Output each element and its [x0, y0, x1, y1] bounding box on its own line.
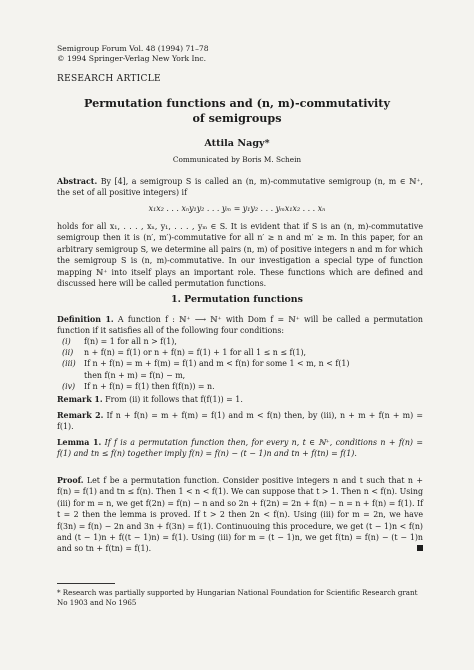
- condition-item: [62, 358, 422, 369]
- lemma-1: [57, 437, 423, 460]
- remark-text: From (ii) it follows that f(f(1)) = 1.: [105, 395, 243, 404]
- abstract-intro-text: By [4], a semigroup S is called an (n, m)-commutative semigroup (n, m ∈ ℕ⁺, the set of all positive integers) if: [57, 177, 423, 198]
- title-line-2: of semigroups: [192, 111, 282, 125]
- footnote-rule: [57, 583, 115, 584]
- remark-label: Remark 2.: [57, 411, 104, 420]
- journal-copyright: © 1994 Springer-Verlag New York Inc.: [57, 54, 207, 63]
- condition-text: n + f(n) = f(1) or n + f(n) = f(1) + 1 for all 1 ≤ n ≤ f(1),: [84, 348, 307, 358]
- condition-text: If n + f(n) = f(1) then f(f(n)) = n.: [84, 381, 215, 391]
- author-name: Attila Nagy*: [204, 138, 270, 149]
- lemma-text: If f is a permutation function then, for every n, t ∈ ℕ⁺, conditions n + f(n) = f(1) and tn ≤ f(n) together imply f(n) = f(n) − (t − 1)n and tn + f(tn) = f(1).: [57, 438, 423, 459]
- remark-text: If n + f(n) = m + f(m) = f(1) and m < f(n) then, by (iii), n + m + f(n + m) = f(1).: [57, 411, 424, 432]
- condition-label: (iv): [62, 381, 76, 391]
- condition-item: [62, 381, 422, 392]
- abstract-body: holds for all x₁, . . . , xₙ, y₁, . . . , yₘ ∈ S. It is evident that if S is an (n, m)-commutative semigroup then it is (n′, m′)-commutative for all n′ ≥ n and m′ ≥ m. In this paper, for an arbitrary semigroup S, we determine all pairs (n, m) of positive integers n and m for which the semigroup S is (n, m)-commutative. In our investigation a special type of function mapping ℕ⁺ into itself plays an important role. These functions which are defined and discussed here will be called permutation functions.: [57, 222, 423, 289]
- proof-label: Proof.: [57, 476, 84, 485]
- proof: [57, 475, 423, 555]
- definition-1: [57, 314, 423, 337]
- paper-title: [0, 96, 474, 126]
- communicated-by: Communicated by Boris M. Schein: [172, 155, 302, 164]
- condition-label: (iii): [62, 359, 76, 369]
- section-heading: 1. Permutation functions: [171, 294, 303, 305]
- condition-item: [62, 370, 422, 381]
- remark-1: [57, 394, 423, 405]
- condition-text: then f(n + m) = f(n) − m,: [84, 370, 186, 380]
- condition-text: If n + f(n) = m + f(m) = f(1) and m < f(n) for some 1 < m, n < f(1): [84, 359, 350, 369]
- definition-label: Definition 1.: [57, 315, 114, 324]
- remark-2: [57, 410, 423, 433]
- condition-item: [62, 336, 422, 347]
- abstract-formula: x₁x₂ . . . xₙy₁y₂ . . . yₘ = y₁y₂ . . . yₘx₁x₂ . . . xₙ: [148, 204, 326, 213]
- condition-item: [62, 347, 422, 358]
- remark-label: Remark 1.: [57, 395, 103, 404]
- title-line-1: Permutation functions and (n, m)-commutativity: [84, 96, 390, 110]
- journal-citation: Semigroup Forum Vol. 48 (1994) 71–78: [57, 44, 209, 53]
- journal-header: [57, 44, 209, 64]
- proof-text: Let f be a permutation function. Consider positive integers n and t such that n + f(n) = f(1) and tn ≤ f(n). Then 1 < n < f(1). We can suppose that t > 1. Then n < f(n). Using (iii) for m = n, we get f(2n) = f(n) − n and so 2n + f(2n) = 2n + f(n) − n = n + f(n) = f(1). If t = 2 then the lemma is proved. If t > 2 then 2n < f(n). Using (iii) for m = 2n, we have f(3n) = f(n) − 2n and 3n + f(3n) = f(1). Continuouing this procedure, we get (t − 1)n < f(n) and (t − 1)n + f((t − 1)n) = f(1). Using (iii) for m = (t − 1)n, we get f(tn) = f(n) − (t − 1)n and so tn + f(tn) = f(1).: [57, 476, 423, 554]
- definition-text: A function f : ℕ⁺ ⟶ ℕ⁺ with Dom f = ℕ⁺ will be called a permutation function if it satisfies all of the following four conditions:: [57, 315, 423, 336]
- condition-label: [62, 370, 84, 381]
- article-type: RESEARCH ARTICLE: [57, 74, 161, 84]
- footnote: * Research was partially supported by Hungarian National Foundation for Scientific Research grant No 1903 and No 1965: [57, 588, 418, 607]
- condition-label: (i): [62, 337, 71, 346]
- abstract-intro: [57, 176, 423, 199]
- qed-square-icon: [417, 545, 423, 551]
- abstract-label: Abstract.: [57, 177, 98, 186]
- lemma-label: Lemma 1.: [57, 438, 102, 447]
- condition-text: f(n) = 1 for all n > f(1),: [84, 337, 177, 346]
- definition-conditions: [62, 336, 422, 392]
- condition-label: (ii): [62, 348, 74, 358]
